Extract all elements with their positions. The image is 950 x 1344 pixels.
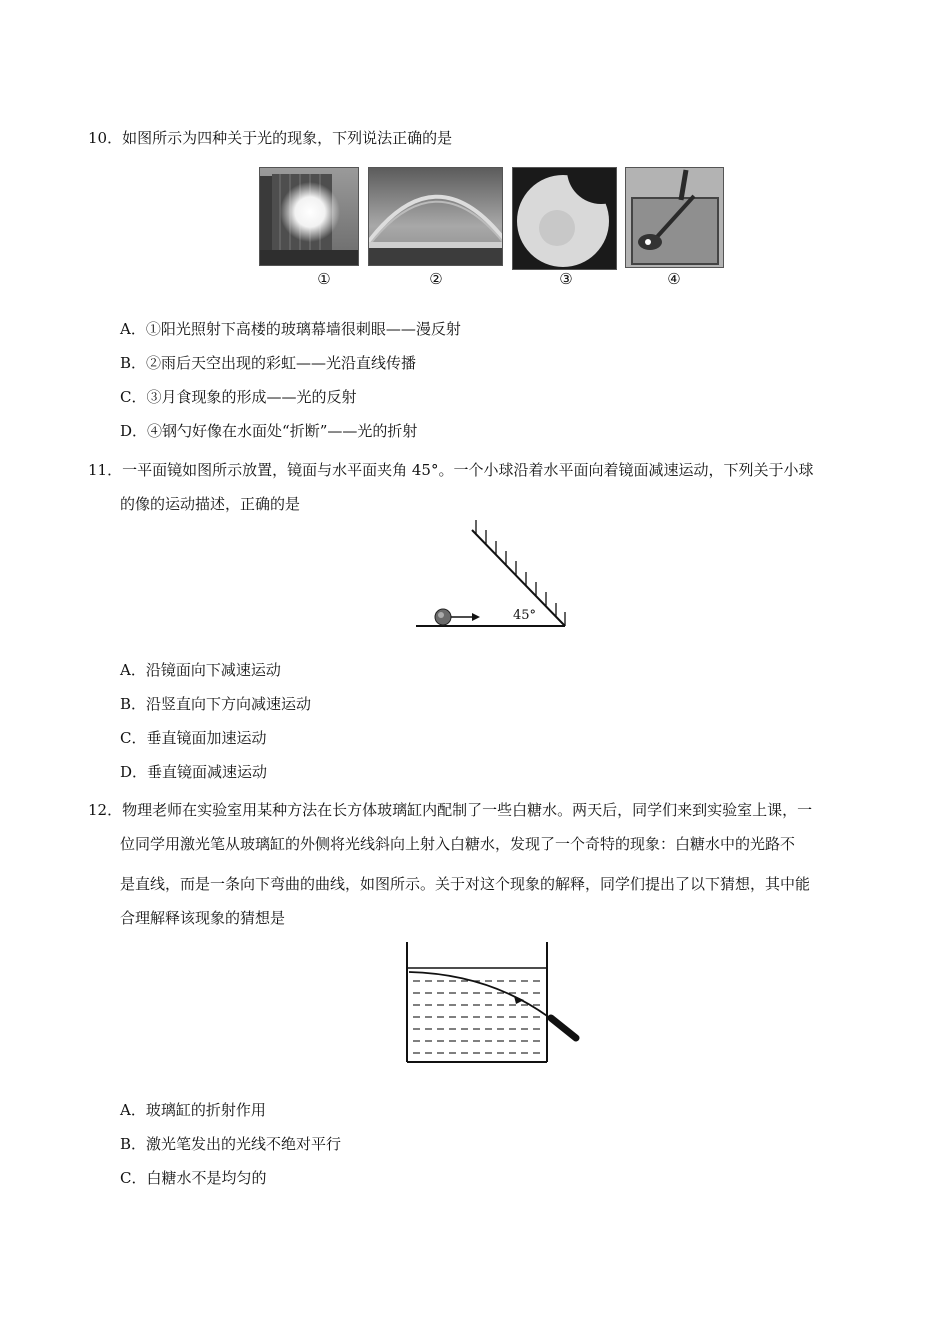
angle-label: 45°	[513, 608, 537, 623]
option-d: D．④钢勺好像在水面处“折断”——光的折射	[120, 422, 418, 440]
question-text: 如图所示为四种关于光的现象，下列说法正确的是	[122, 129, 453, 147]
question-number: 10．	[88, 129, 123, 147]
question-number: 11．	[88, 461, 123, 479]
option-a: A．①阳光照射下高楼的玻璃幕墙很刺眼——漫反射	[120, 320, 461, 338]
option-b: B．激光笔发出的光线不绝对平行	[120, 1135, 342, 1153]
option-c: C．③月食现象的形成——光的反射	[120, 388, 357, 406]
option-b: B．沿竖直向下方向减速运动	[120, 695, 312, 713]
question-text: 一平面镜如图所示放置，镜面与水平面夹角 45°。一个小球沿着水平面向着镜面减速运动，下列关于小球	[122, 461, 814, 479]
question-12-stem-cont: 是直线，而是一条向下弯曲的曲线，如图所示。关于对这个现象的解释，同学们提出了以下猜想，其中能	[120, 875, 811, 893]
photo-glass-building	[259, 167, 359, 266]
photo-eclipse	[512, 167, 617, 270]
figure-label-1: ①	[317, 270, 331, 288]
figure-label-4: ④	[667, 270, 681, 288]
question-12-stem-cont: 位同学用激光笔从玻璃缸的外侧将光线斜向上射入白糖水，发现了一个奇特的现象：白糖水中的光路不	[120, 835, 796, 853]
option-a: A．沿镜面向下减速运动	[120, 661, 281, 679]
question-10-stem	[88, 128, 452, 148]
sugar-water-tank-diagram	[400, 938, 590, 1066]
photo-spoon-in-water	[625, 167, 724, 268]
option-c: C．白糖水不是均匀的	[120, 1169, 267, 1187]
question-text: 物理老师在实验室用某种方法在长方体玻璃缸内配制了一些白糖水。两天后，同学们来到实验室上课，一	[122, 801, 813, 819]
question-12-stem-cont: 合理解释该现象的猜想是	[120, 909, 286, 927]
option-a: A．玻璃缸的折射作用	[120, 1101, 266, 1119]
option-d: D．垂直镜面减速运动	[120, 763, 268, 781]
option-b: B．②雨后天空出现的彩虹——光沿直线传播	[120, 354, 417, 372]
figure-label-3: ③	[559, 270, 573, 288]
question-12-stem	[88, 800, 812, 820]
question-11-stem-cont: 的像的运动描述，正确的是	[120, 495, 301, 513]
figure-label-2: ②	[429, 270, 443, 288]
photo-rainbow	[368, 167, 503, 266]
question-number: 12．	[88, 801, 123, 819]
mirror-diagram	[410, 518, 580, 633]
question-11-stem	[88, 460, 813, 480]
option-c: C．垂直镜面加速运动	[120, 729, 267, 747]
